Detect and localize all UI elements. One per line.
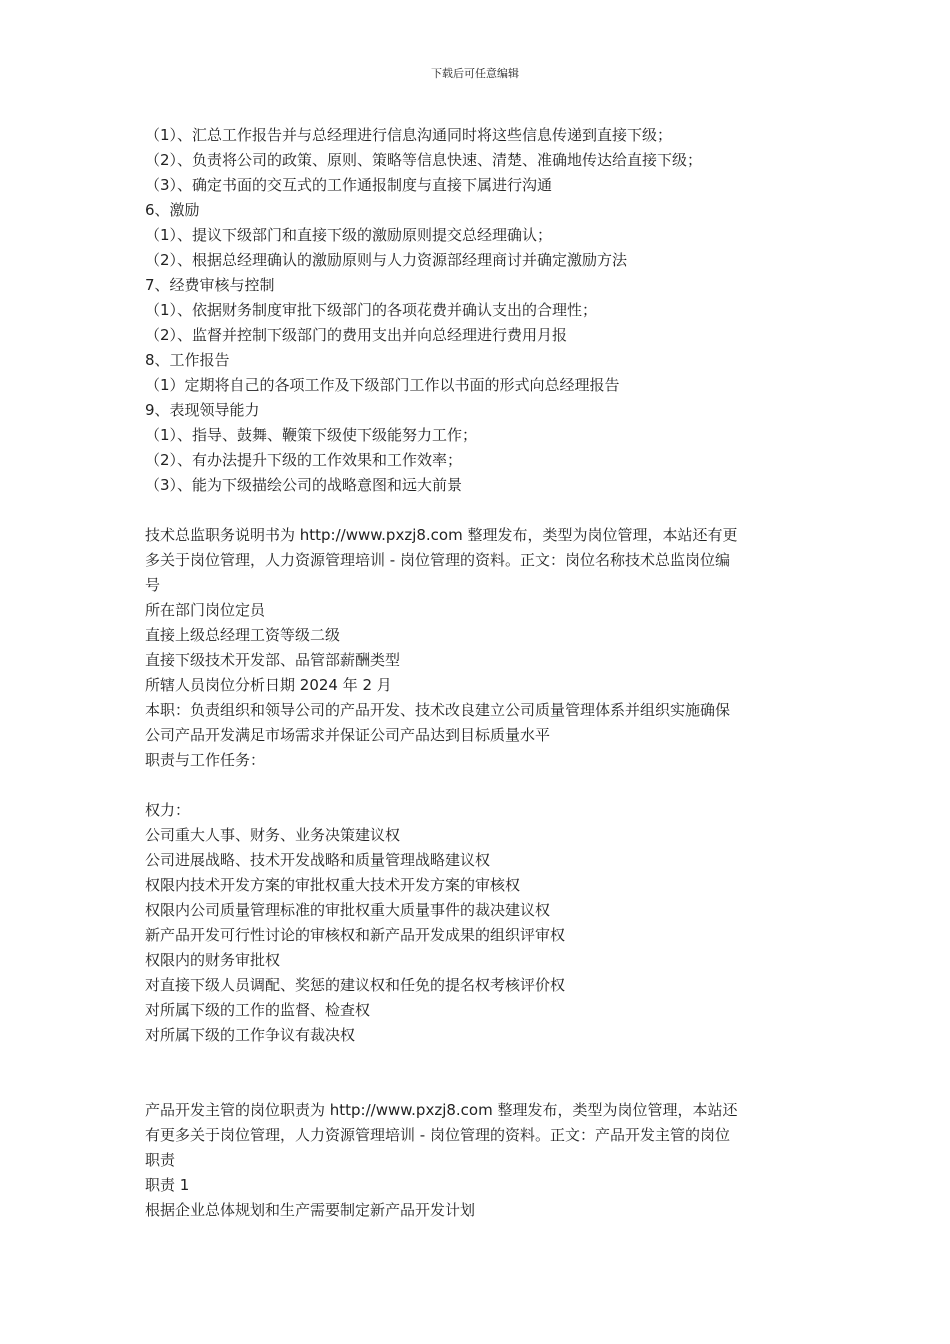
text-line: 职责 1: [145, 1176, 190, 1194]
section-heading: 7、经费审核与控制: [145, 276, 275, 294]
section-heading: 8、工作报告: [145, 351, 230, 369]
power-item: 新产品开发可行性讨论的审核权和新产品开发成果的组织评审权: [145, 926, 566, 944]
intro-line: 技术总监职务说明书为 http://www.pxzj8.com 整理发布，类型为岗位管理，本站还有更: [145, 526, 738, 544]
power-item: 对所属下级的工作争议有裁决权: [145, 1026, 356, 1044]
power-item: 公司重大人事、财务、业务决策建议权: [145, 826, 401, 844]
power-item: 权限内的财务审批权: [145, 951, 281, 969]
list-item: （2）、根据总经理确认的激励原则与人力资源部经理商讨并确定激励方法: [145, 251, 628, 269]
paragraph-gap: [145, 1048, 815, 1073]
intro-line: 有更多关于岗位管理，人力资源管理培训 - 岗位管理的资料。正文：产品开发主管的岗位: [145, 1126, 730, 1144]
section-duties-list: [145, 123, 815, 498]
text-line: 直接下级技术开发部、品管部薪酬类型: [145, 651, 401, 669]
text-line: 本职：负责组织和领导公司的产品开发、技术改良建立公司质量管理体系并组织实施确保: [145, 701, 731, 719]
intro-line: 号: [145, 576, 161, 594]
document-body: [145, 123, 815, 1223]
section-heading: 9、表现领导能力: [145, 401, 260, 419]
power-item: 权限内公司质量管理标准的审批权重大质量事件的裁决建议权: [145, 901, 551, 919]
power-item: 公司进展战略、技术开发战略和质量管理战略建议权: [145, 851, 491, 869]
section-product-dev-supervisor: [145, 1098, 815, 1223]
list-item: （2）、负责将公司的政策、原则、策略等信息快速、清楚、准确地传达给直接下级；: [145, 151, 703, 169]
intro-line: 多关于岗位管理，人力资源管理培训 - 岗位管理的资料。正文：岗位名称技术总监岗位编: [145, 551, 730, 569]
intro-line: 产品开发主管的岗位职责为 http://www.pxzj8.com 整理发布，类型为岗位管理，本站还: [145, 1101, 738, 1119]
paragraph-gap: [145, 773, 815, 798]
list-item: （1）、指导、鼓舞、鞭策下级使下级能努力工作；: [145, 426, 478, 444]
power-item: 对直接下级人员调配、奖惩的建议权和任免的提名权考核评价权: [145, 976, 566, 994]
power-item: 对所属下级的工作的监督、检查权: [145, 1001, 371, 1019]
text-line: 根据企业总体规划和生产需要制定新产品开发计划: [145, 1201, 476, 1219]
powers-heading: 权力：: [145, 801, 191, 819]
paragraph-gap: [145, 498, 815, 523]
paragraph-gap: [145, 1073, 815, 1098]
list-item: （2）、有办法提升下级的工作效果和工作效率；: [145, 451, 463, 469]
text-line: 公司产品开发满足市场需求并保证公司产品达到目标质量水平: [145, 726, 551, 744]
list-item: （3）、能为下级描绘公司的战略意图和远大前景: [145, 476, 463, 494]
power-item: 权限内技术开发方案的审批权重大技术开发方案的审核权: [145, 876, 521, 894]
page-header: 下载后可任意编辑: [431, 67, 519, 80]
text-line: 直接上级总经理工资等级二级: [145, 626, 341, 644]
intro-line: 职责: [145, 1151, 176, 1169]
section-tech-director: [145, 523, 815, 1048]
list-item: （2）、监督并控制下级部门的费用支出并向总经理进行费用月报: [145, 326, 568, 344]
list-item: （3）、确定书面的交互式的工作通报制度与直接下属进行沟通: [145, 176, 553, 194]
text-line: 职责与工作任务：: [145, 751, 266, 769]
section-heading: 6、激励: [145, 201, 200, 219]
list-item: （1）、提议下级部门和直接下级的激励原则提交总经理确认；: [145, 226, 553, 244]
list-item: （1）、汇总工作报告并与总经理进行信息沟通同时将这些信息传递到直接下级；: [145, 126, 673, 144]
text-line: 所在部门岗位定员: [145, 601, 266, 619]
list-item: （1）、依据财务制度审批下级部门的各项花费并确认支出的合理性；: [145, 301, 598, 319]
text-line: 所辖人员岗位分析日期 2024 年 2 月: [145, 676, 392, 694]
list-item: （1）定期将自己的各项工作及下级部门工作以书面的形式向总经理报告: [145, 376, 620, 394]
